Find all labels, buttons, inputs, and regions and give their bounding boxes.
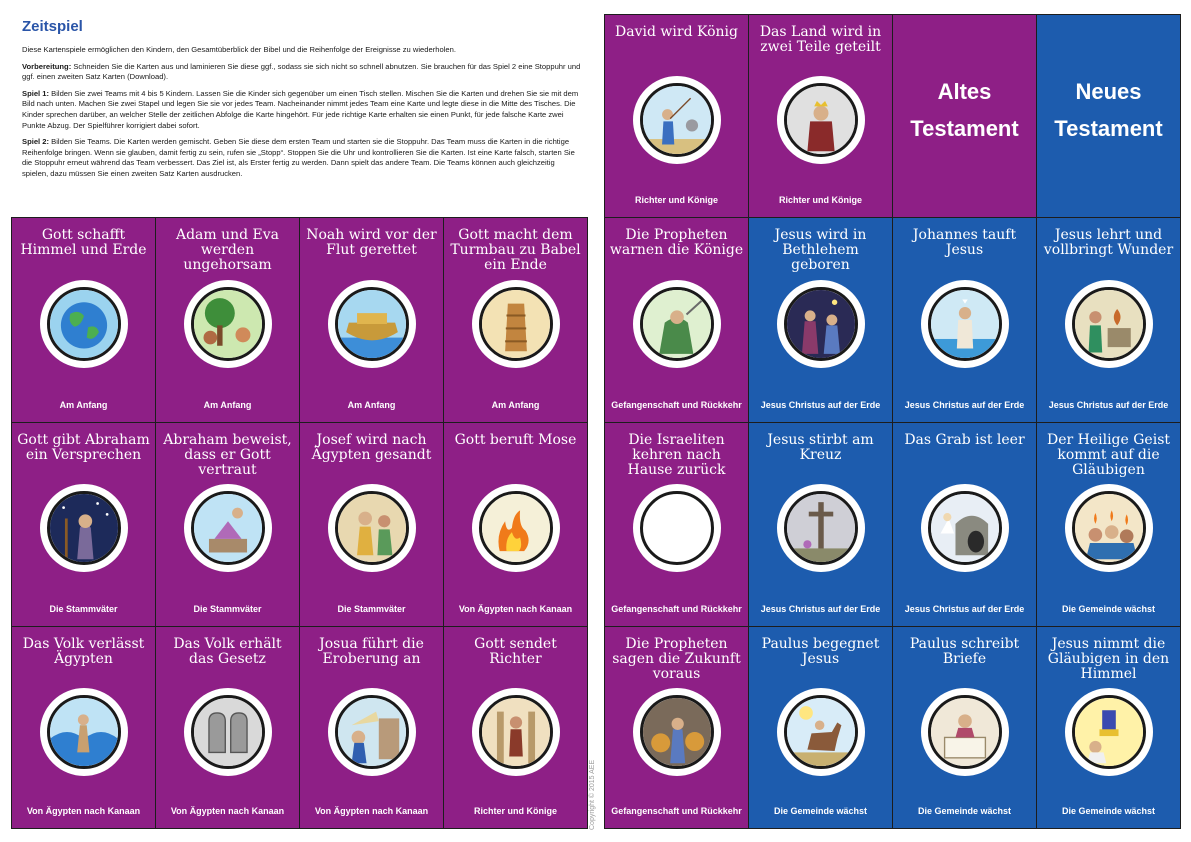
card-illustration [328,484,416,572]
card [604,422,749,627]
card-category: Die Stammväter [337,604,406,614]
card-category: Von Ägypten nach Kanaan [314,806,429,816]
card-category: Die Gemeinde wächst [773,806,868,816]
card-illustration [1065,484,1153,572]
card [11,626,156,829]
instructions-panel [22,18,582,186]
card-category: Am Anfang [491,400,540,410]
game1-text: Bilden Sie zwei Teams mit 4 bis 5 Kindern. Lassen Sie die Kinder sich gegenüber um einen Tisch stellen. Mischen Sie die Karten und drehen Sie sie mit dem Bild nach unten. Machen Sie zwei Stapel und legen Sie sie vor jedes Team. Nacheinander nimmt jedes Team eine Karte und legte diese in die Mitte des Tisches. Die Kinder sprechen darüber, an welcher Stelle der zeitlichen Abfolge die Karte hingehört. Für jede richtige Karte erhalten sie einen Punkt, für jede falsche Karte zwei Punkte Abzug. Der Spielführer korrigiert dabei sofort. [22,88,579,130]
card-category: Die Gemeinde wächst [1061,604,1156,614]
card-illustration [777,280,865,368]
card-illustration [777,76,865,164]
game1-label: Spiel 1: [22,88,50,98]
ark-icon [335,287,409,361]
joseph-icon [335,491,409,565]
card-title: Josef wird nach Ägypten gesandt [311,432,432,463]
card-illustration [184,688,272,776]
card-title: Die Propheten sagen die Zukunft voraus [612,636,741,682]
card-category: Gefangenschaft und Rückkehr [611,806,742,816]
card-title: Altes Testament [910,79,1019,141]
card-category: Gefangenschaft und Rückkehr [611,400,742,410]
card-illustration [40,484,128,572]
card-title: Die Propheten warnen die Könige [609,227,744,258]
card-illustration [472,280,560,368]
card [892,14,1037,218]
card [1036,422,1181,627]
trumpet-icon [335,695,409,769]
card [748,626,893,829]
card-category: Am Anfang [203,400,252,410]
card-title: Die Israeliten kehren nach Hause zurück [627,432,726,478]
instructions-game-1 [22,89,582,131]
card-illustration [633,688,721,776]
well-icon [1072,287,1146,361]
cross-icon [784,491,858,565]
card-title: David wird König [615,24,738,40]
prep-text: Schneiden Sie die Karten aus und laminieren Sie diese ggf., sodass sie sich nicht so schnell abnutzen. Sie brauchen für das Spiel 2 eine Stoppuhr und ggf. einen zweiten Satz Karten (Download). [22,61,581,82]
card-category: Die Gemeinde wächst [1061,806,1156,816]
card-title: Das Volk erhält das Gesetz [173,636,282,667]
nativity-icon [784,287,858,361]
prophet-icon [640,287,714,361]
baptism-icon [928,287,1002,361]
card-title: Abraham beweist, dass er Gott vertraut [163,432,292,478]
king-icon [784,83,858,157]
card-category: Richter und Könige [779,195,862,205]
card-illustration [184,484,272,572]
instructions-title: Zeitspiel [22,18,83,35]
card-illustration [777,688,865,776]
card [299,626,444,829]
abraham-icon [47,491,121,565]
garden-icon [191,287,265,361]
card [748,422,893,627]
card-category: Die Stammväter [193,604,262,614]
card-illustration [633,280,721,368]
card [1036,14,1181,218]
card [299,217,444,423]
card-category: Gefangenschaft und Rückkehr [611,604,742,614]
card [11,422,156,627]
card-category: Von Ägypten nach Kanaan [26,806,141,816]
instructions-intro: Diese Kartenspiele ermöglichen den Kindern, den Gesamtüberblick der Bibel und die Reihenfolge der Ereignisse zu wiederholen. [22,45,456,54]
card-category: Richter und Könige [635,195,718,205]
card-illustration [777,484,865,572]
tablets-icon [191,695,265,769]
burning-bush-icon [479,491,553,565]
card-illustration [184,280,272,368]
card-title: Paulus schreibt Briefe [909,636,1020,667]
throne-icon [1072,695,1146,769]
card [748,217,893,423]
card-title: Paulus begegnet Jesus [761,636,880,667]
card-title: Gott beruft Mose [454,432,577,448]
card [155,217,300,423]
card-title: Jesus lehrt und vollbringt Wunder [1043,227,1174,258]
card-illustration [1065,688,1153,776]
card-title: Das Land wird in zwei Teile geteilt [759,24,882,55]
instructions-preparation [22,62,582,83]
card-title: Adam und Eva werden ungehorsam [175,227,280,273]
card [892,422,1037,627]
card-title: Der Heilige Geist kommt auf die Gläubigen [1046,432,1171,478]
card-title: Gott gibt Abraham ein Versprechen [17,432,150,463]
card-title: Neues Testament [1054,79,1163,141]
card-category: Die Gemeinde wächst [917,806,1012,816]
flames-icon [1072,491,1146,565]
card-illustration [921,280,1009,368]
card [604,217,749,423]
card-title: Gott sendet Richter [474,636,557,667]
card-category: Von Ägypten nach Kanaan [170,806,285,816]
card [443,422,588,627]
letter-icon [928,695,1002,769]
earth-icon [47,287,121,361]
game2-text: Bilden Sie Teams. Die Karten werden gemischt. Geben Sie diese dem ersten Team und starten sie die Stoppuhr. Das Team muss die Karten in die richtige Reihenfolge bringen. Wenn sie glauben, damit fertig zu sein, rufen sie „Stopp“. Stoppen Sie die Uhr und kontrollieren Sie die Karten. Ist eine Karte falsch, starten Sie die Stoppuhr erneut während das Team verbessert. Das Ziel ist, als Erster fertig zu werden. Dann spielt das andere Team. Die Teams können auch gleichzeitig spielen, dazu müssen Sie einen zweiten Satz Karten ausdrucken. [22,137,575,178]
copyright-note: Copyright © 2015 AEE [589,759,596,830]
card-title: Noah wird vor der Flut gerettet [306,227,437,258]
prep-label: Vorbereitung: [22,61,72,71]
card [443,217,588,423]
card-title: Jesus stirbt am Kreuz [767,432,874,463]
card-category: Jesus Christus auf der Erde [904,400,1025,410]
altar-icon [191,491,265,565]
card-category: Von Ägypten nach Kanaan [458,604,573,614]
card-illustration [40,280,128,368]
card-illustration [633,484,721,572]
card-illustration [472,484,560,572]
card [155,626,300,829]
card-category: Jesus Christus auf der Erde [904,604,1025,614]
card-title: Josua führt die Eroberung an [319,636,424,667]
card [1036,626,1181,829]
card-illustration [1065,280,1153,368]
card-category: Richter und Könige [474,806,557,816]
card-category: Jesus Christus auf der Erde [760,400,881,410]
card [604,626,749,829]
samson-icon [479,695,553,769]
card-title: Jesus nimmt die Gläubigen in den Himmel [1047,636,1170,682]
card-category: Am Anfang [347,400,396,410]
card-category: Jesus Christus auf der Erde [760,604,881,614]
sea-icon [47,695,121,769]
tower-icon [479,287,553,361]
card [155,422,300,627]
card [892,626,1037,829]
card-illustration [328,280,416,368]
card [299,422,444,627]
card-illustration [921,484,1009,572]
card-category: Jesus Christus auf der Erde [1048,400,1169,410]
card [604,14,749,218]
card-illustration [921,688,1009,776]
instructions-game-2 [22,137,582,179]
card [1036,217,1181,423]
card [443,626,588,829]
card-illustration [472,688,560,776]
card-title: Jesus wird in Bethlehem geboren [774,227,867,273]
card-title: Das Volk verlässt Ägypten [22,636,145,667]
card-illustration [328,688,416,776]
card-category: Am Anfang [59,400,108,410]
card-title: Gott macht dem Turmbau zu Babel ein Ende [450,227,581,273]
card [892,217,1037,423]
horse-icon [784,695,858,769]
card [748,14,893,218]
wall-icon [640,491,714,565]
lions-icon [640,695,714,769]
card-title: Das Grab ist leer [904,432,1025,448]
tomb-icon [928,491,1002,565]
card-title: Gott schafft Himmel und Erde [20,227,147,258]
card-title: Johannes tauft Jesus [912,227,1017,258]
game2-label: Spiel 2: [22,137,50,147]
card-illustration [40,688,128,776]
card-category: Die Stammväter [49,604,118,614]
sling-icon [640,83,714,157]
card [11,217,156,423]
card-illustration [633,76,721,164]
